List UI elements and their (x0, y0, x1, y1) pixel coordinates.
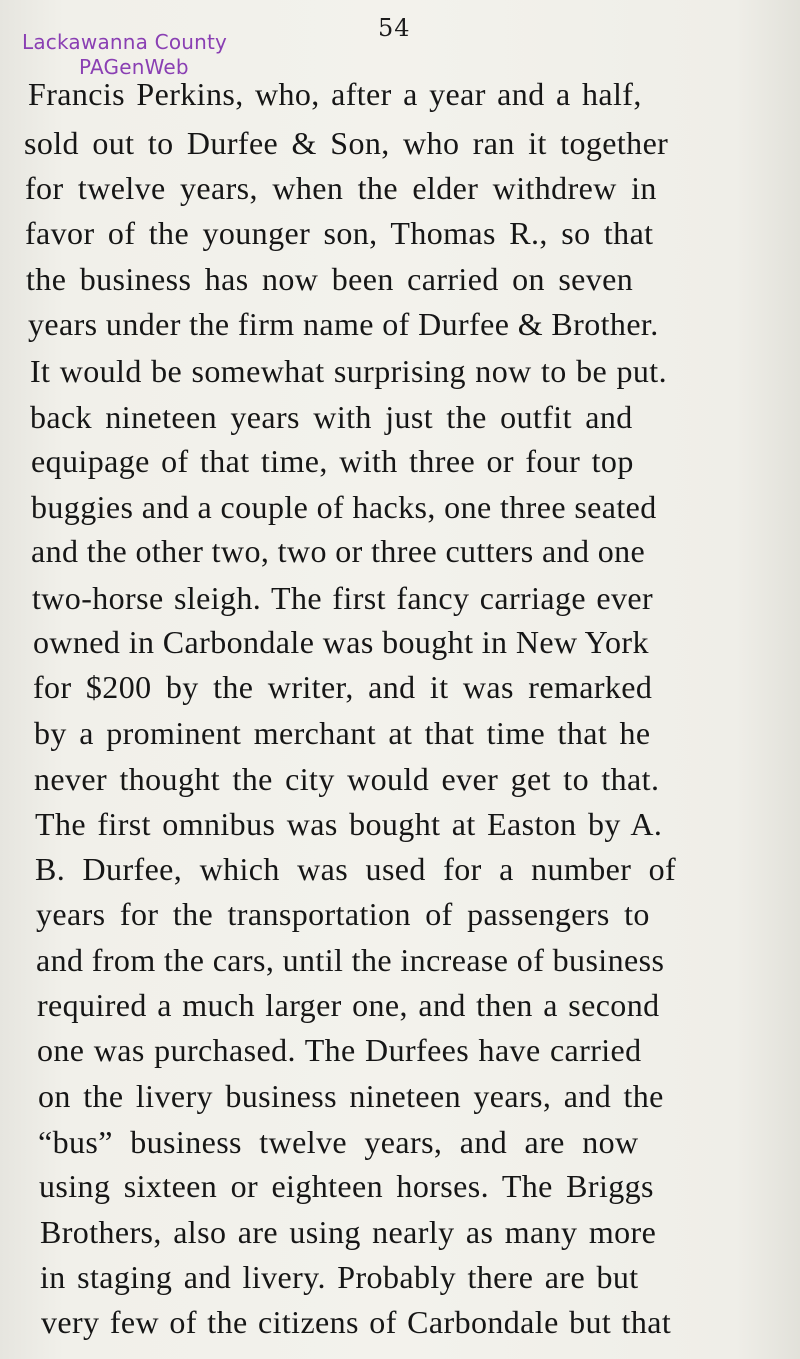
text-line: by a prominent merchant at that time that he (34, 715, 651, 751)
text-line: in staging and livery. Probably there are but (40, 1259, 639, 1295)
text-line: and the other two, two or three cutters and one (31, 533, 646, 569)
text-line: required a much larger one, and then a second (37, 987, 660, 1023)
text-line: It would be somewhat surprising now to be put. (30, 353, 667, 389)
page-number: 54 (378, 14, 411, 42)
text-line: and from the cars, until the increase of business (36, 942, 665, 978)
text-line: the business has now been carried on seven (26, 261, 634, 297)
text-line: buggies and a couple of hacks, one three seated (31, 489, 657, 525)
text-line: owned in Carbondale was bought in New York (33, 624, 649, 660)
text-line: on the livery business nineteen years, and the (38, 1078, 664, 1114)
text-line: Francis Perkins, who, after a year and a half, (28, 76, 642, 112)
text-line: B. Durfee, which was used for a number of (35, 851, 677, 887)
text-line: The first omnibus was bought at Easton by A. (35, 806, 663, 842)
text-line: “bus” business twelve years, and are now (38, 1124, 639, 1160)
text-line: years under the firm name of Durfee & Brother. (28, 306, 659, 342)
text-line: never thought the city would ever get to that. (34, 761, 660, 797)
text-line: sold out to Durfee & Son, who ran it together (24, 125, 669, 161)
text-line: very few of the citizens of Carbondale but that (41, 1304, 672, 1340)
text-line: favor of the younger son, Thomas R., so that (25, 215, 654, 251)
watermark-line-1: Lackawanna County (22, 30, 228, 54)
text-line: for twelve years, when the elder withdrew in (25, 170, 657, 206)
text-line: Brothers, also are using nearly as many more (40, 1214, 657, 1250)
text-line: one was purchased. The Durfees have carried (37, 1032, 642, 1068)
text-line: back nineteen years with just the outfit and (30, 399, 633, 435)
watermark-line-2: PAGenWeb (79, 55, 189, 79)
text-line: two-horse sleigh. The first fancy carriage ever (32, 580, 654, 616)
text-line: for $200 by the writer, and it was remarked (33, 669, 653, 705)
text-line: equipage of that time, with three or four top (31, 443, 634, 479)
text-line: using sixteen or eighteen horses. The Briggs (39, 1168, 654, 1204)
text-line: years for the transportation of passengers to (36, 896, 650, 932)
